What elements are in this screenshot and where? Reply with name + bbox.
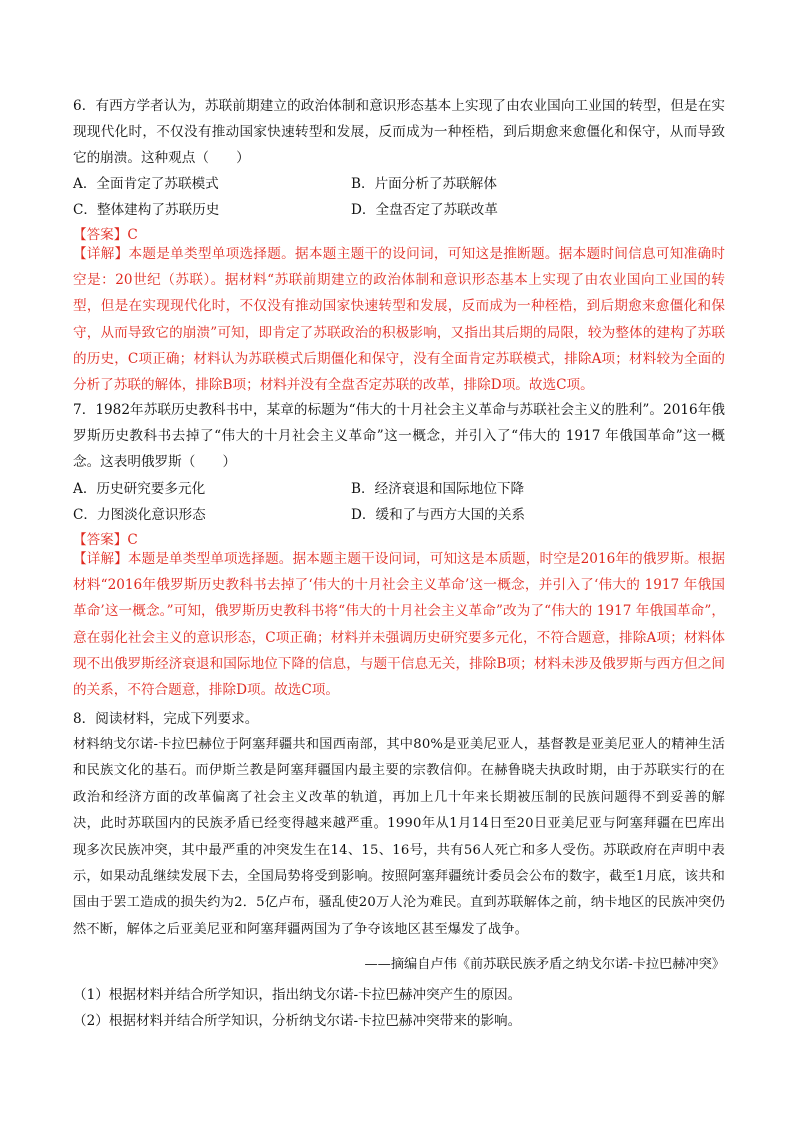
q8-subquestion-2: （2）根据材料并结合所学知识，分析纳戈尔诺-卡拉巴赫冲突带来的影响。 (73, 1013, 522, 1029)
q8-subquestion-1: （1）根据材料并结合所学知识，指出纳戈尔诺-卡拉巴赫冲突产生的原因。 (73, 987, 522, 1003)
q8-material-text: 材料纳戈尔诺-卡拉巴赫位于阿塞拜疆共和国西南部，其中80%是亚美尼亚人，基督教是亚美尼亚人的精神生活和民族文化的基石。而伊斯兰教是阿塞拜疆国内最主要的宗教信仰。在赫鲁晓夫执政时期，由于苏联实行的在政治和经济方面的改革偏离了社会主义改革的轨道，再加上几十年来长期被压制的民族问题得不到妥善的解决，此时苏联国内的民族矛盾已经变得越来越严重。1990年从1月14日至20日亚美尼亚与阿塞拜疆在巴库出现多次民族冲突，其中最严重的冲突发生在14、15、16号，共有56人死亡和多人受伤。苏联政府在声明中表示，如果动乱继续发展下去，全国局势将受到影响。按照阿塞拜疆统计委员会公布的数字，截至1月底，该共和国由于罢工造成的损失约为2．5亿卢布，骚乱使20万人沦为难民。直到苏联解体之前，纳卡地区的民族冲突仍然不断，解体之后亚美尼亚和阿塞拜疆两国为了争夺该地区甚至爆发了战争。 (73, 737, 725, 937)
q6-explanation: 【详解】本题是单类型单项选择题。据本题主题干的设问词，可知这是推断题。据本题时间信息可知准确时空是：20世纪（苏联）。据材料“苏联前期建立的政治体制和意识形态基本上实现了由农业国向工业国的转型，但是在实现现代化时，不仅没有推动国家快速转型和发展，反而成为一种桎梏，到后期愈来愈僵化和保守，从而导致它的崩溃”可知，即肯定了苏联政治的积极影响，又指出其后期的局限，较为整体的建构了苏联的历史，C项正确；材料认为苏联模式后期僵化和保守，没有全面肯定苏联模式，排除A项；材料较为全面的分析了苏联的解体，排除B项；材料并没有全盘否定苏联的改革，排除D项。故选C项。 (73, 246, 725, 394)
q7-explanation: 【详解】本题是单类型单项选择题。据本题主题干设问词，可知这是本质题，时空是2016年的俄罗斯。根据材料“2016年俄罗斯历史教科书去掉了‘伟大的十月社会主义革命’这一概念，并引入了‘伟大的 1917 年俄国革命’这一概念。”可知，俄罗斯历史教科书将“伟大的十月社会主义革命”改为了“伟大的 1917 年俄国革命”，意在弱化社会主义的意识形态，C项正确；材料并未强调历史研究要多元化，不符合题意，排除A项；材料体现不出俄罗斯经济衰退和国际地位下降的信息，与题干信息无关，排除B项；材料未涉及俄罗斯与西方但之间的关系，不符合题意，排除D项。故选C项。 (73, 551, 725, 699)
q7-option-b: B．经济衰退和国际地位下降 (351, 481, 525, 497)
q7-option-a: A．历史研究要多元化 (73, 481, 206, 497)
q7-option-d: D．缓和了与西方大国的关系 (351, 507, 526, 523)
question-8-stem: 8．阅读材料，完成下列要求。 (73, 711, 259, 727)
q6-option-b: B．片面分析了苏联解体 (351, 176, 497, 192)
q7-answer: 【答案】C (73, 532, 138, 548)
q8-material-source: ——摘编自卢伟《前苏联民族矛盾之纳戈尔诺-卡拉巴赫冲突》 (364, 957, 725, 972)
q6-option-d: D．全盘否定了苏联改革 (351, 202, 498, 218)
q6-option-a: A．全面肯定了苏联模式 (73, 176, 219, 192)
q6-answer: 【答案】C (73, 227, 138, 243)
question-7-stem: 7．1982年苏联历史教科书中，某章的标题为“伟大的十月社会主义革命与苏联社会主义的胜利”。2016年俄罗斯历史教科书去掉了“伟大的十月社会主义革命”这一概念，并引入了“伟大的 1917 年俄国革命”这一概念。这表明俄罗斯（ ） (73, 402, 725, 471)
question-6-stem: 6．有西方学者认为，苏联前期建立的政治体制和意识形态基本上实现了由农业国向工业国的转型，但是在实现现代化时，不仅没有推动国家快速转型和发展，反而成为一种桎梏，到后期愈来愈僵化和保守，从而导致它的崩溃。这种观点（ ） (73, 98, 725, 167)
q7-option-c: C．力图淡化意识形态 (73, 507, 206, 523)
q6-option-c: C．整体建构了苏联历史 (73, 202, 220, 218)
